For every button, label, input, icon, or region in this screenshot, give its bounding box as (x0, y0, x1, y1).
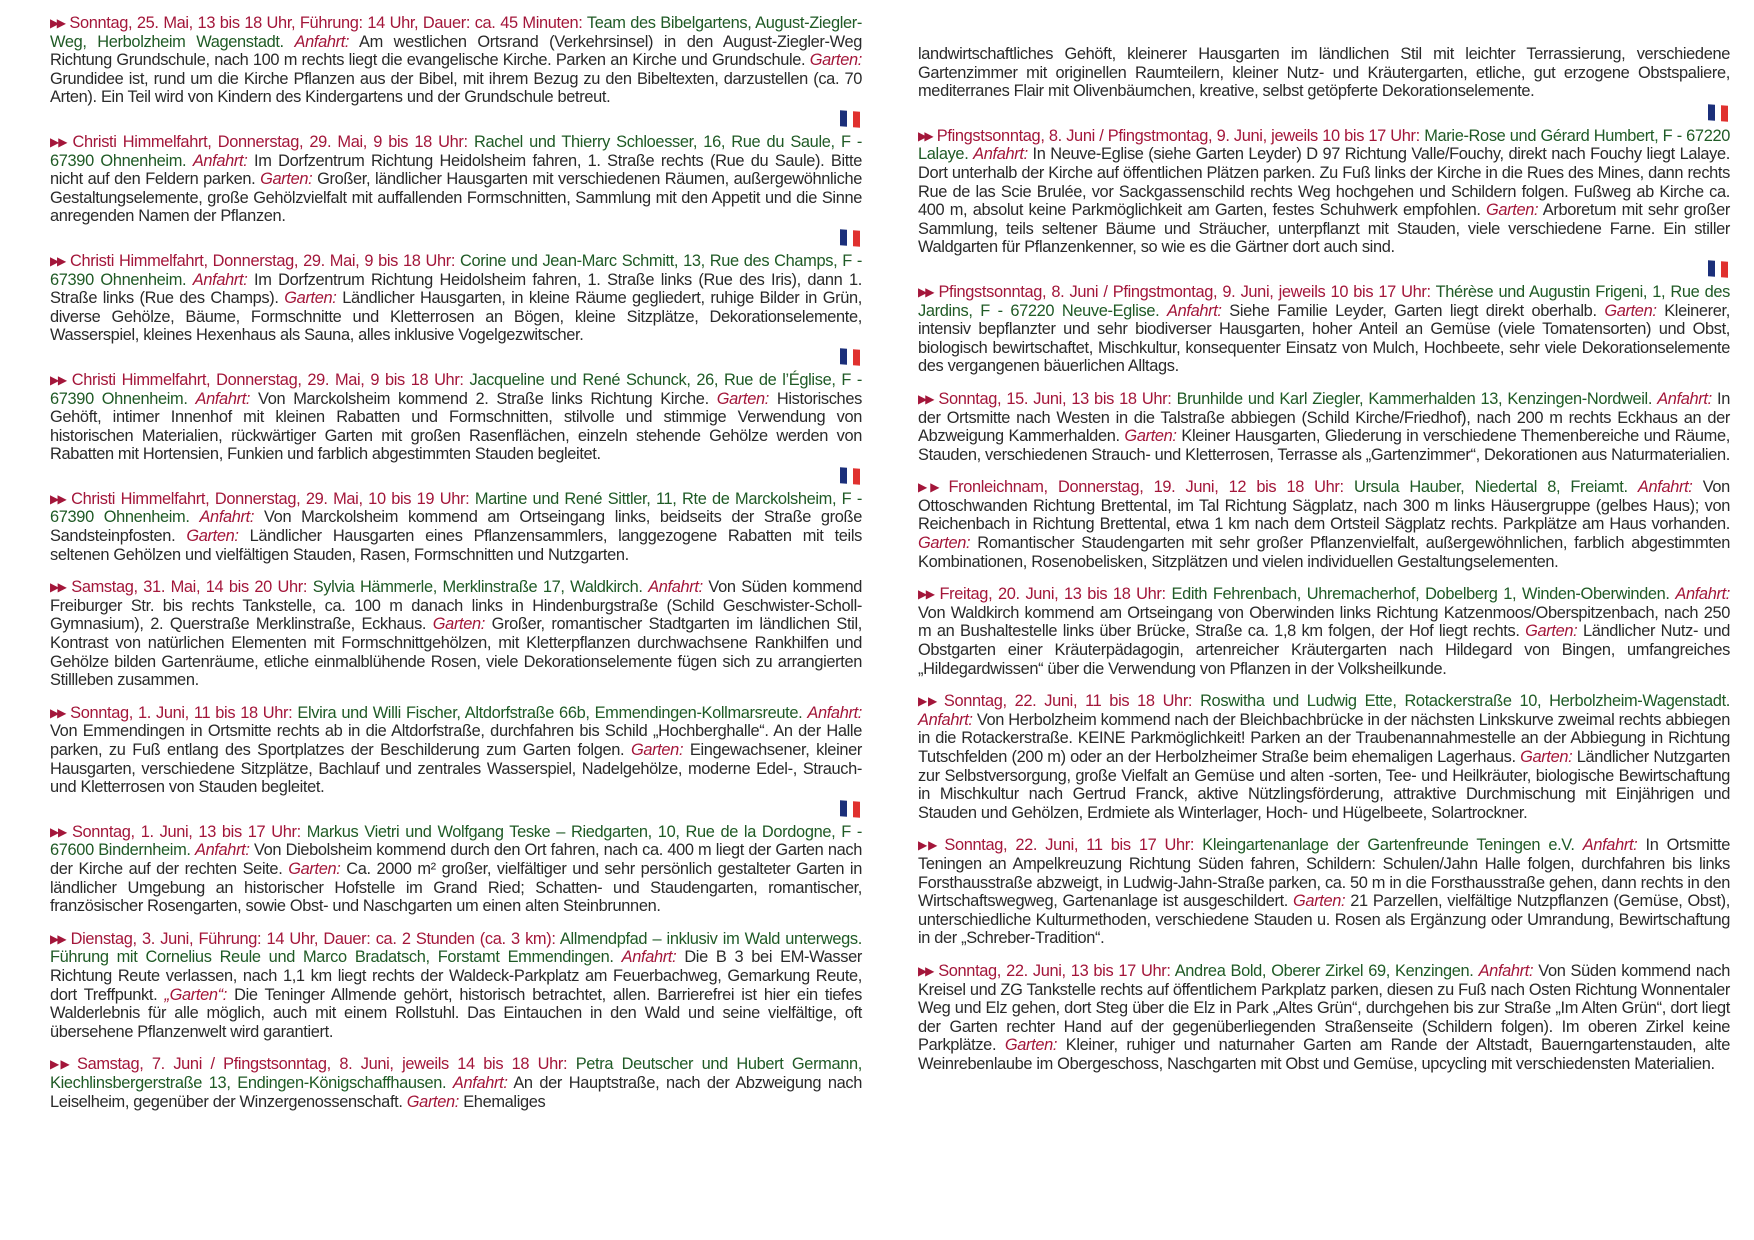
entry-date: Sonntag, 22. Juni, 11 bis 18 Uhr: (943, 692, 1193, 711)
garden-entry (50, 930, 862, 1042)
garden-entry (918, 836, 1730, 948)
anfahrt-label: Anfahrt: (1582, 836, 1638, 855)
entry-anfahrt: Von Süden kommend Freiburger Str. bis rechts Tankstelle, ca. 100 m danach links in Hindenburgstraße (Schild Geschwister-Scholl-Gymnasium), 2. Querstraße Merklinstraße, Eckhaus. (50, 578, 862, 634)
anfahrt-label: Anfahrt: (648, 578, 703, 597)
entry-date: Sonntag, 1. Juni, 11 bis 18 Uhr: (70, 703, 293, 722)
entry-date: Sonntag, 15. Juni, 13 bis 18 Uhr: (938, 389, 1172, 408)
garten-label: Garten: (186, 527, 239, 546)
double-arrow-icon: ▶▶ (50, 824, 66, 839)
anfahrt-label: Anfahrt: (1167, 301, 1222, 320)
entry-host: Elvira und Willi Fischer, Altdorfstraße 66b, Emmendingen-Kollmarsreute. (297, 703, 803, 722)
entry-host: Allmendpfad – inklusiv im Wald unterwegs. Führung mit Cornelius Reule und Marco Bradatsch, Forstamt Emmendingen. (50, 929, 862, 967)
garten-label: Garten: (1486, 201, 1539, 220)
garten-label: „Garten“: (164, 985, 227, 1004)
double-arrow-icon: ▶▶ (918, 480, 943, 495)
entry-anfahrt: Von Süden kommend nach Kreisel und ZG Tankstelle rechts auf öffentlichem Parkplatz parken, diesen zu Fuß nach Osten Richtung Wonnentaler Weg und Elz gehen, dort Steg über die Elz in Park „Altes Grün“, durchgehen bis zur Straße „Im Alten Grün“, dort liegt der Garten rechter Hand auf der gegenüberliegenden Straßenseite (Schildern folgen). Im oberen Zirkel keine Parkplätze. (918, 961, 1730, 1055)
entry-date: Christi Himmelfahrt, Donnerstag, 29. Mai, 9 bis 18 Uhr: (72, 132, 468, 151)
entry-host: Kleingartenanlage der Gartenfreunde Teningen e.V. (1202, 836, 1575, 855)
double-arrow-icon: ▶▶ (50, 253, 65, 268)
double-arrow-icon: ▶▶ (50, 16, 64, 30)
garten-label: Garten: (630, 741, 684, 759)
entry-garten: Historisches Gehöft, intimer Innenhof mit kleinen Rabatten und Formschnitten, stilvolle und stimmige Verwendung von historischen Materialien, rückwärtiger Garten mit großen Rasenflächen, einzeln stehende Gehölze werden von Rabatten mit Hortensien, Funkien und farblich abgestimmten Stauden begleitet. (50, 389, 862, 464)
french-flag-icon (840, 110, 860, 127)
entry-garten: Kleiner Hausgarten, Gliederung in verschiedene Themenbereiche und Räume, Stauden, verschiedenen Strauch- und Kletterrosen, Terrasse als „Gartenzimmer“, Dekorationen aus Naturmaterialien. (918, 427, 1730, 464)
double-arrow-icon: ▶▶ (50, 580, 66, 595)
entry-anfahrt: Von Emmendingen in Ortsmitte rechts ab in die Altdorfstraße, durchfahren bis Schild „Hochberghalle“. An der Halle parken, zu Fuß entlang des Sportplatzes der Beschilderung zum Garten folgen. (50, 722, 862, 759)
double-arrow-icon: ▶▶ (50, 705, 65, 720)
entry-date: Sonntag, 22. Juni, 11 bis 17 Uhr: (944, 836, 1195, 855)
garden-entry (50, 704, 862, 797)
double-arrow-icon: ▶▶ (50, 931, 65, 946)
garten-label: Garten: (918, 534, 971, 553)
garden-entry (50, 252, 862, 345)
double-arrow-icon: ▶▶ (50, 372, 66, 387)
garden-entry (918, 478, 1730, 571)
french-flag-icon (840, 348, 860, 365)
entry-garten: Ländlicher Nutzgarten zur Selbstversorgung, große Vielfalt an Gemüse und alten -sorten, Tee- und Heilkräuter, biologische Bewirtschaftung in Mischkultur nach Gertrud Franck, aktive Nützlingsförderung, attraktive Durchmischung mit Einjährigen und Stauden und Gehölzen, Erdmiete als Winterlager, Hoch- und Hügelbeete, Solartrockner. (918, 748, 1730, 822)
entry-garten: Arboretum mit sehr großer Sammlung, teils seltener Bäume und Sträucher, unterpflanzt mit Stauden, viele verschiedene Farne. Ein stiller Waldgarten für Pflanzenkenner, so wie es die Gärtner dort auch sind. (918, 201, 1730, 257)
entry-garten: Großer, ländlicher Hausgarten mit verschiedenen Räumen, außergewöhnliche Gestaltungselemente, große Gehölzvielfalt mit auffallenden Formschnitten, Sammlung mit den Appetit und die Sinne anregenden Namen der Pflanzen. (50, 170, 862, 226)
entry-host: Rachel und Thierry Schloesser, 16, Rue du Saule, F - 67390 Ohnenheim. (50, 132, 862, 170)
entry-host: Martine und René Sittler, 11, Rte de Marckolsheim, F - 67390 Ohnenheim. (50, 489, 862, 527)
anfahrt-label: Anfahrt: (621, 948, 677, 967)
double-arrow-icon: ▶▶ (50, 134, 67, 149)
anfahrt-label: Anfahrt: (1478, 961, 1534, 980)
entry-anfahrt: Von Marckolsheim kommend am Ortseingang links, beidseits der Straße große Sandsteinpfosten. (50, 508, 862, 546)
entry-date: Christi Himmelfahrt, Donnerstag, 29. Mai, 9 bis 18 Uhr: (70, 251, 456, 270)
entry-date: Sonntag, 22. Juni, 13 bis 17 Uhr: (938, 961, 1171, 980)
garden-entry (918, 390, 1730, 464)
entry-date: Freitag, 20. Juni, 13 bis 18 Uhr: (939, 585, 1166, 604)
left-column (50, 14, 862, 1125)
entry-date: Pfingstsonntag, 8. Juni / Pfingstmontag, 9. Juni, jeweils 10 bis 17 Uhr: (936, 126, 1420, 145)
garden-entry (50, 371, 862, 464)
entry-host: Petra Deutscher und Hubert Germann, Kiechlinsbergerstraße 13, Endingen-Königschaffhausen. (50, 1055, 862, 1092)
anfahrt-label: Anfahrt: (192, 270, 248, 289)
anfahrt-label: Anfahrt: (973, 145, 1028, 164)
entry-host: Corine und Jean-Marc Schmitt, 13, Rue des Champs, F - 67390 Ohnenheim. (50, 251, 862, 289)
garten-label: Garten: (1293, 892, 1346, 911)
entry-anfahrt: Von Diebolsheim kommend durch den Ort fahren, nach ca. 400 m liegt der Garten nach der Kirche auf der rechten Seite. (50, 841, 862, 878)
anfahrt-label: Anfahrt: (192, 151, 248, 170)
entry-date: Pfingstsonntag, 8. Juni / Pfingstmontag, 9. Juni, jeweils 10 bis 17 Uhr: (938, 282, 1431, 301)
entry-date: Christi Himmelfahrt, Donnerstag, 29. Mai, 10 bis 19 Uhr: (71, 489, 470, 508)
entry-garten: Großer, romantischer Stadtgarten im ländlichen Stil, Kontrast von natürlichen Elementen mit Formschnittgehölzen, mit Kletterpflanzen durchwachsene Rankhilfen und Gehölze bilden Gartenräume, etliche einmalblühende Rosen, viele Dekorationselemente fügen sich zu arrangierten Stillleben zusammen. (50, 615, 862, 690)
garten-label: Garten: (288, 859, 341, 878)
garden-entry (918, 692, 1730, 822)
garten-label: Garten: (716, 389, 769, 408)
garden-entry (50, 490, 862, 564)
french-flag-icon (840, 229, 860, 246)
garden-entry (50, 578, 862, 690)
garten-label: Garten: (406, 1092, 459, 1111)
entry-date: Sonntag, 25. Mai, 13 bis 18 Uhr, Führung: 14 Uhr, Dauer: ca. 45 Minuten: (69, 14, 583, 32)
double-arrow-icon: ▶▶ (918, 391, 933, 406)
anfahrt-label: Anfahrt: (1675, 585, 1730, 604)
entry-date: Samstag, 31. Mai, 14 bis 20 Uhr: (71, 578, 308, 597)
entry-host: Thérèse und Augustin Frigeni, 1, Rue des Jardins, F - 67220 Neuve-Eglise. (918, 282, 1730, 320)
garten-label: Garten: (1525, 622, 1578, 641)
entry-garten: Kleinerer, intensiv bepflanzter und sehr biodiverser Hausgarten, hoher Anteil an Gemüse (viele Tomatensorten) und Obst, biologisch bewirtschaftet, Mischkultur, konsequenter Einsatz von Mulch, Hochbeete, sehr viele Dekorationselemente des vergangenen bäuerlichen Alltags. (918, 301, 1730, 376)
garden-entry (50, 14, 862, 107)
entry-host: Edith Fehrenbach, Uhremacherhof, Dobelberg 1, Winden-Oberwinden. (1171, 585, 1670, 604)
entry-anfahrt: Im Dorfzentrum Richtung Heidolsheim fahren, 1. Straße links (Rue des Iris), dann 1. Straße links (Rue des Champs). (50, 270, 862, 308)
garten-label: Garten: (432, 615, 485, 634)
entry-date: Sonntag, 1. Juni, 13 bis 17 Uhr: (71, 822, 301, 841)
entry-anfahrt: An der Hauptstraße, nach der Abzweigung nach Leiselheim, gegenüber der Winzergenossenschaft. (50, 1073, 862, 1111)
entry-host: Sylvia Hämmerle, Merklinstraße 17, Waldkirch. (312, 578, 643, 597)
entry-anfahrt: In Ortsmitte Teningen an Ampelkreuzung Richtung Süden fahren, Schildern: Schulen/Jahn Halle folgen, durchfahren bis links Forsthausstraße abzweigt, in Ludwig-Jahn-Straße parken, ca. 50 m in die Forsthausstraße gehen, dann rechts in den Wirtschaftswegweg, Gartenanlage ist ausgeschildert. (918, 836, 1730, 911)
entry-host: Jacqueline und René Schunck, 26, Rue de l’Église, F - 67390 Ohnenheim. (50, 370, 862, 408)
entry-host: Brunhilde und Karl Ziegler, Kammerhalden 13, Kenzingen-Nordweil. (1176, 389, 1653, 408)
entry-garten: Kleiner, ruhiger und naturnaher Garten am Rande der Altstadt, Bauerngartenstauden, alte Weinrebenlaube im Obergeschoss, Naschgarten mit Obst und Gemüse, upcycling mit verschiedensten Materialien. (918, 1036, 1730, 1073)
garten-label: Garten: (260, 170, 313, 189)
garten-label: Garten: (1004, 1036, 1058, 1055)
entry-anfahrt: Siehe Familie Leyder, Garten liegt direkt oberhalb. (1229, 301, 1597, 320)
garten-label: Garten: (1124, 427, 1177, 446)
anfahrt-label: Anfahrt: (195, 389, 251, 408)
anfahrt-label: Anfahrt: (452, 1073, 508, 1092)
entry-host: Marie-Rose und Gérard Humbert, F - 67220 Lalaye. (918, 126, 1730, 164)
entry-garten: Ländlicher Hausgarten eines Pflanzensammlers, langgezogene Rabatten mit teils seltenen Gehölzen und vielfältigen Stauden, Rasen, Formschnitten und Nutzgarten. (50, 527, 862, 564)
entry-date: Samstag, 7. Juni / Pfingstsonntag, 8. Juni, jeweils 14 bis 18 Uhr: (76, 1055, 568, 1074)
garden-entry (918, 127, 1730, 257)
double-arrow-icon: ▶▶ (918, 128, 931, 143)
entry-anfahrt: In Neuve-Eglise (siehe Garten Leyder) D 97 Richtung Valle/Fouchy, direkt nach Fouchy liegt Lalaye. Dort unterhalb der Kirche auf öffentlichen Plätzen parken. Zu Fuß links der Kirche in die Rues des Mines, dann rechts Rue de las Scie Brulée, vor Sackgassenschild rechts Weg hochgehen und Schildern folgen. Fußweg ab Kirche ca. 400 m, absolut keine Parkmöglichkeit am Garten, festes Schuhwerk empfohlen. (918, 145, 1730, 220)
french-flag-icon (840, 800, 860, 817)
garten-label: Garten: (1604, 301, 1657, 320)
entry-garten: Ca. 2000 m² großer, vielfältiger und sehr persönlich gestalteter Garten in ländlicher Umgebung an historischer Hofstelle im Grand Ried; Schatten- und Staudengarten, romantischer, französischer Rosengarten, sowie Obst- und Naschgarten um einen alten Steinbrunnen. (50, 859, 862, 916)
entry-garten: Ehemaliges (463, 1092, 546, 1111)
entry-date: Fronleichnam, Donnerstag, 19. Juni, 12 bis 18 Uhr: (948, 478, 1344, 497)
anfahrt-label: Anfahrt: (807, 703, 862, 722)
entry-garten: Grundidee ist, rund um die Kirche Pflanzen aus der Bibel, mit ihrem Bezug zu den Bibeltexten, darzustellen (ca. 70 Arten). Ein Teil wird von Kindern des Kindergartens und der Grundschule betreut. (50, 69, 862, 107)
entry-anfahrt: Am westlichen Ortsrand (Verkehrsinsel) in den August-Ziegler-Weg Richtung Grundschule, nach 100 m rechts liegt die evangelische Kirche. Parken an Kirche und Grundschule. (50, 32, 862, 70)
entry-garten: Die Teninger Allmende gehört, historisch betrachtet, allen. Barrierefrei ist hier ein tiefes Walderlebnis für alle möglich, auch mit einem Rollstuhl. Das Eintauchen in den Wald und seine vielfältige, oft übersehene Pflanzenwelt wird garantiert. (50, 985, 862, 1041)
right-column (918, 45, 1730, 1088)
entry-host: Markus Vietri und Wolfgang Teske – Riedgarten, 10, Rue de la Dordogne, F - 67600 Bindernheim. (50, 822, 862, 860)
entry-host: Andrea Bold, Oberer Zirkel 69, Kenzingen. (1174, 961, 1474, 980)
garten-label: Garten: (284, 289, 337, 308)
double-arrow-icon: ▶▶ (50, 491, 66, 506)
double-arrow-icon: ▶▶ (918, 838, 939, 853)
continuation-text: landwirtschaftliches Gehöft, kleinerer Hausgarten im ländlichen Stil mit leichter Terrassierung, verschiedene Gartenzimmer mit originellen Raumteilern, kleiner Nutz- und Kräutergarten, etliche, gut erzogene Obstspaliere, mediterranes Flair mit Olivenbäumchen, kreative, selbst getöpferte Dekorationselemente. (918, 45, 1730, 101)
entry-anfahrt: In der Ortsmitte nach Westen in die Talstraße abbiegen (Schild Kirche/Friedhof), nach 200 m rechts Eckhaus an der Abzweigung Kammerhalden. (918, 389, 1730, 446)
entry-garten: Romantischer Staudengarten mit sehr großer Pflanzenvielfalt, außergewöhnlichen, farblich abgestimmten Kombinationen, Rosenobelisken, Sitzplätzen und vielen individuellen Gestaltungselementen. (918, 534, 1730, 571)
double-arrow-icon: ▶▶ (918, 963, 933, 978)
anfahrt-label: Anfahrt: (918, 710, 973, 729)
garden-entry (918, 283, 1730, 376)
entry-anfahrt: Die B 3 bei EM-Wasser Richtung Reute verlassen, nach 1,1 km liegt rechts der Waldeck-Parkplatz am Feuerbachweg, Gemarkung Reute, dort Treffpunkt. (50, 948, 862, 1004)
entry-garten: Ländlicher Nutz- und Obstgarten einer Kräuterpädagogin, artenreicher Kräutergarten nach Hildegard von Bingen, umfangreiches „Hildegardwissen“ über die Verwendung von Pflanzen in der Volksheilkunde. (918, 622, 1730, 678)
entry-anfahrt: Im Dorfzentrum Richtung Heidolsheim fahren, 1. Straße rechts (Rue du Saule). Bitte nicht auf den Feldern parken. (50, 151, 862, 189)
entry-host: Ursula Hauber, Niedertal 8, Freiamt. (1353, 478, 1628, 497)
anfahrt-label: Anfahrt: (1657, 389, 1712, 408)
garden-entry (50, 1055, 862, 1111)
garten-label: Garten: (809, 51, 862, 70)
garten-label: Garten: (1520, 748, 1573, 766)
anfahrt-label: Anfahrt: (194, 841, 250, 860)
anfahrt-label: Anfahrt: (199, 508, 255, 527)
entry-date: Dienstag, 3. Juni, Führung: 14 Uhr, Dauer: ca. 2 Stunden (ca. 3 km): (70, 929, 556, 948)
garden-entry (50, 133, 862, 226)
garden-entry (918, 962, 1730, 1074)
entry-anfahrt: Von Marckolsheim kommend 2. Straße links Richtung Kirche. (258, 389, 709, 408)
double-arrow-icon: ▶▶ (918, 694, 938, 709)
french-flag-icon (1708, 104, 1728, 121)
entry-host: Team des Bibelgartens, August-Ziegler-Weg, Herbolzheim Wagenstadt. (50, 14, 862, 51)
double-arrow-icon: ▶▶ (918, 284, 933, 299)
french-flag-icon (1708, 260, 1728, 277)
entry-anfahrt: Von Herbolzheim kommend nach der Bleichbachbrücke in der nächsten Linkskurve zweimal rechts abbiegen in die Rotackerstraße. KEINE Parkmöglichkeit! Parken an der Traubenannahmestelle an der Abbiegung in Richtung Tutschfelden (200 m) oder an der Herbolzheimer Straße beim ehemaligen Lagerhaus. (918, 710, 1730, 766)
garden-entry (918, 585, 1730, 678)
entry-anfahrt: Von Ottoschwanden Richtung Brettental, im Tal Richtung Sägplatz, nach 300 m links Häusergruppe (gelbes Haus); von Reichenbach in Richtung Brettental, etwa 1 km nach dem Ortsteil Sägplatz rechts. Parkplätze am Haus vorhanden. (918, 478, 1730, 534)
entry-host: Roswitha und Ludwig Ette, Rotackerstraße 10, Herbolzheim-Wagenstadt. (1200, 692, 1730, 711)
french-flag-icon (840, 467, 860, 484)
double-arrow-icon: ▶▶ (918, 587, 934, 602)
double-arrow-icon: ▶▶ (50, 1057, 71, 1072)
entry-garten: Ländlicher Hausgarten, in kleine Räume gegliedert, ruhige Bilder in Grün, diverse Gehölze, Bäume, Formschnitte und Kletterrosen an Bögen, kleine Sitzplätze, Dekorationselemente, Wasserspiel, kleines Hexenhaus als Sauna, alles inklusive Vogelgezwitscher. (50, 289, 862, 345)
anfahrt-label: Anfahrt: (1637, 478, 1693, 497)
entry-anfahrt: Von Waldkirch kommend am Ortseingang von Oberwinden links Richtung Katzenmoos/Oberspitzenbach, nach 250 m an Bushaltestelle links über Brücke, Straße ca. 1,8 km folgen, der Hof liegt rechts. (918, 603, 1730, 641)
garden-entry (50, 823, 862, 916)
entry-date: Christi Himmelfahrt, Donnerstag, 29. Mai, 9 bis 18 Uhr: (71, 370, 464, 389)
entry-garten: Eingewachsener, kleiner Hausgarten, verschiedene Sitzplätze, Bachlauf und zentrales Wasserspiel, Nadelgehölze, moderne Edel-, Strauch- und Kletterrosen von Stauden begleitet. (50, 741, 862, 797)
entry-garten: 21 Parzellen, vielfältige Nutzpflanzen (Gemüse, Obst), unterschiedliche Kulturmethoden, verschiedene Stauden u. Rosen als Ergänzung oder Umrandung, Bewirtschaftung in der „Schreber-Tradition“. (918, 892, 1730, 948)
anfahrt-label: Anfahrt: (294, 32, 350, 51)
